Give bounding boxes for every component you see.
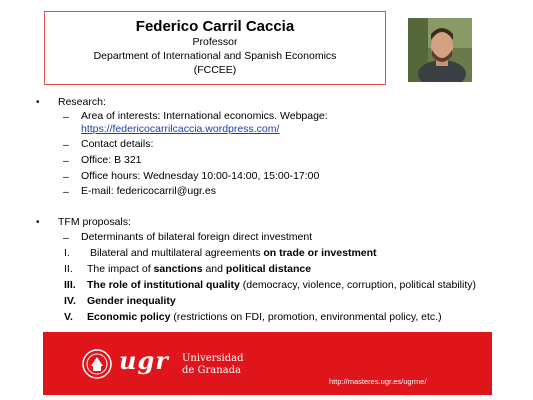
item-text-plain: The impact of (87, 263, 154, 275)
dash: – (63, 139, 69, 151)
university-name (182, 353, 244, 377)
item-text-plain: (restrictions on FDI, promotion, environmental policy, etc.) (170, 311, 442, 323)
university-crest-icon (81, 348, 113, 380)
office-hours: Office hours: Wednesday 10:00-14:00, 15:00-17:00 (81, 170, 320, 182)
header-box (44, 11, 386, 85)
email: E-mail: federicocarril@ugr.es (81, 185, 216, 197)
dash: – (63, 111, 69, 123)
footer-banner (43, 332, 492, 395)
dash: – (63, 186, 69, 198)
webpage-link[interactable]: https://federicocarrilcaccia.wordpress.com/ (81, 123, 280, 135)
item-text-plain: (democracy, violence, corruption, political stability) (239, 279, 476, 291)
item-text (87, 311, 442, 324)
bullet: • (36, 97, 40, 108)
research-title: Research: (58, 96, 106, 108)
dash: – (63, 171, 69, 183)
program-url[interactable]: http://masteres.ugr.es/ugrme/ (329, 377, 427, 386)
tfm-topic: Determinants of bilateral foreign direct investment (81, 231, 313, 243)
contact-label: Contact details: (81, 138, 154, 150)
item-text-bold: Economic policy (87, 311, 171, 323)
item-number: III. (64, 279, 76, 291)
research-interests: Area of interests: International economics. Webpage: (81, 110, 328, 122)
item-text-plain: Bilateral and multilateral agreements (90, 247, 264, 259)
professor-name: Federico Carril Caccia (135, 18, 295, 35)
university-name-line: de Granada (182, 365, 241, 376)
item-text (87, 279, 476, 292)
ugr-logo-text: ugr (119, 346, 169, 375)
item-text (87, 263, 311, 276)
department-abbr: (FCCEE) (193, 64, 237, 76)
item-number: II. (64, 263, 73, 275)
item-text-bold: Gender inequality (87, 295, 176, 307)
item-text (90, 247, 377, 260)
department-name: Department of International and Spanish Economics (93, 50, 337, 62)
professor-role: Professor (192, 36, 238, 48)
bullet: • (36, 217, 40, 228)
item-text-bold: on trade or investment (263, 247, 377, 259)
item-text (87, 295, 176, 308)
office-location: Office: B 321 (81, 154, 142, 166)
item-text-bold: political distance (225, 263, 312, 275)
dash: – (63, 155, 69, 167)
tfm-title: TFM proposals: (58, 216, 131, 228)
item-number: IV. (64, 295, 76, 307)
profile-photo (408, 18, 472, 82)
item-text-bold: sanctions (153, 263, 203, 275)
dash: – (63, 232, 69, 244)
item-number: V. (64, 311, 73, 323)
item-text-plain: and (202, 263, 226, 275)
item-text-bold: The role of institutional quality (87, 279, 240, 291)
item-number: I. (64, 247, 70, 259)
university-name-line: Universidad (182, 353, 244, 364)
